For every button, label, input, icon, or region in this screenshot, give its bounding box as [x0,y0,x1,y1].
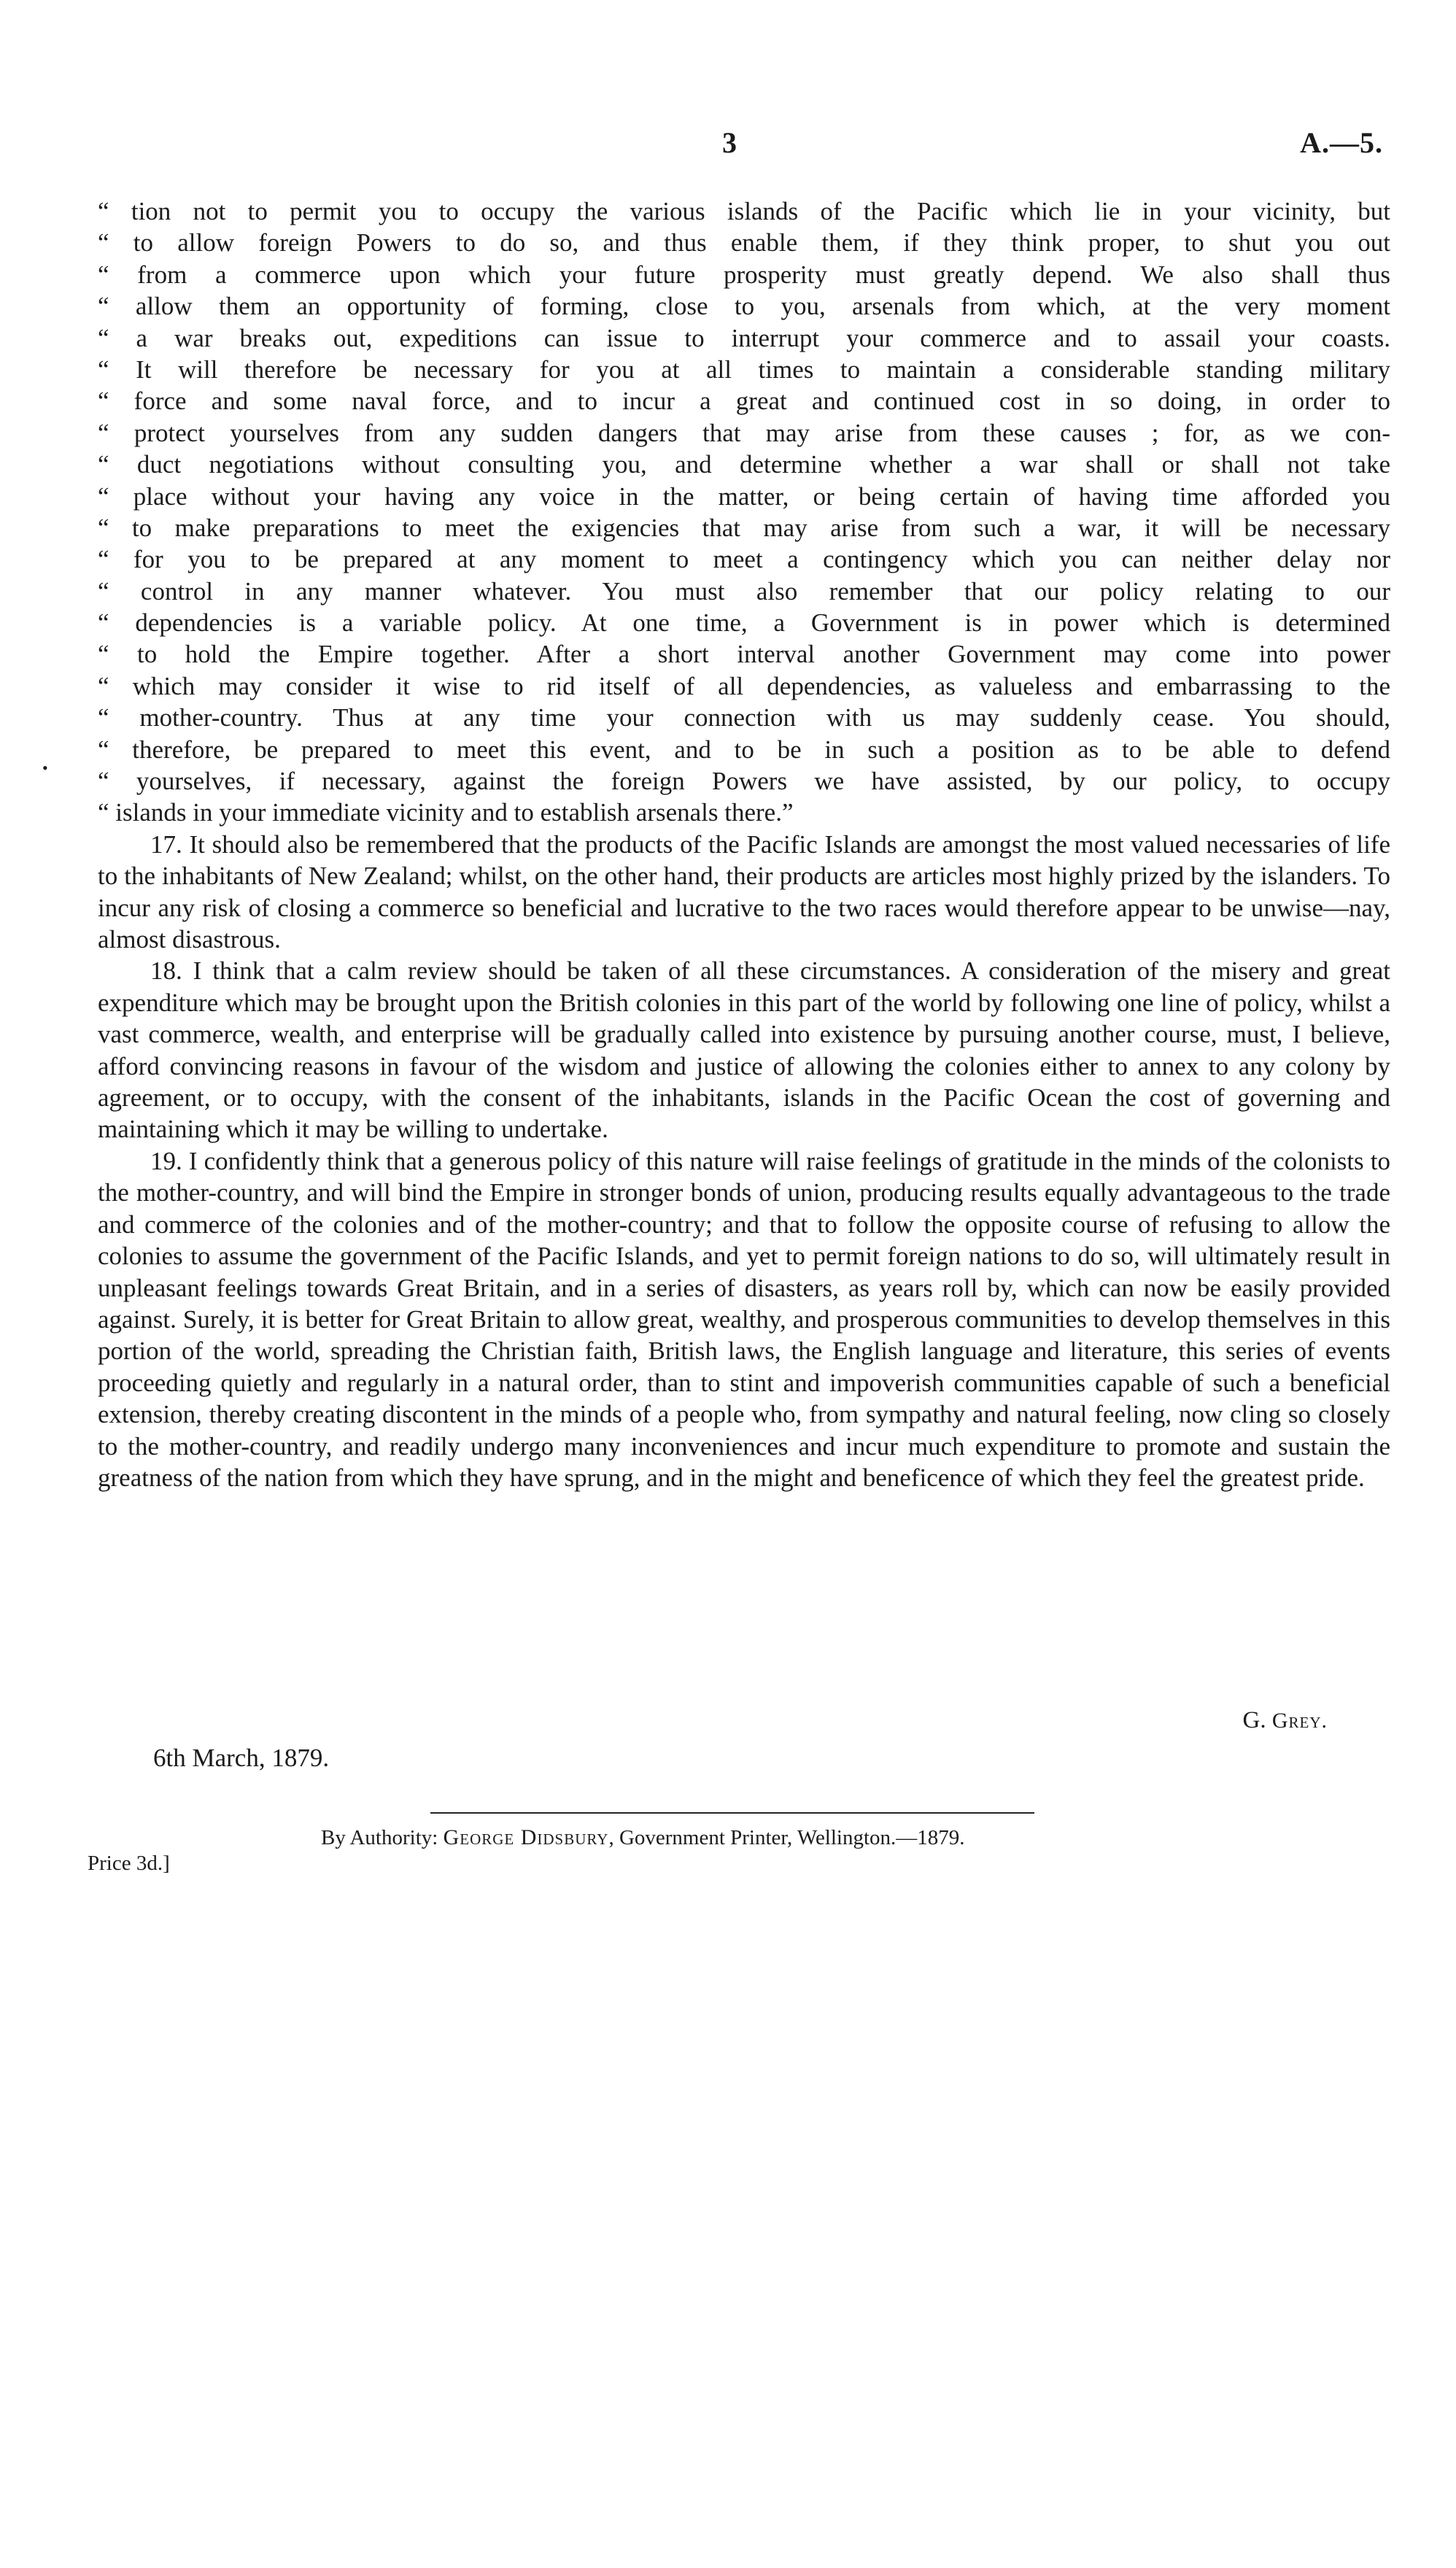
quote-line: “ therefore, be prepared to meet this event, and to be in such a position as to be able to defend [98,734,1390,765]
quote-line: “ mother-country. Thus at any time your connection with us may suddenly cease. You should, [98,702,1390,733]
quote-line: “ force and some naval force, and to incur a great and continued cost in so doing, in order to [98,385,1390,417]
quote-line: “ tion not to permit you to occupy the various islands of the Pacific which lie in your vicinity, but [98,196,1390,227]
page-number: 3 [722,126,737,159]
quote-line: “ control in any manner whatever. You must also remember that our policy relating to our [98,576,1390,607]
authority-prefix: By Authority: [321,1826,444,1849]
quote-line: “ place without your having any voice in the matter, or being certain of having time afforded you [98,481,1390,512]
quote-line: “ which may consider it wise to rid itself of all dependencies, as valueless and embarrassing to the [98,670,1390,702]
quote-line: “ from a commerce upon which your future prosperity must greatly depend. We also shall thus [98,259,1390,290]
signature [1242,1707,1328,1734]
document-reference: A.—5. [1300,126,1383,159]
signature-surname: Grey. [1271,1709,1328,1733]
quote-line: “ allow them an opportunity of forming, close to you, arsenals from which, at the very moment [98,290,1390,322]
date-line: 6th March, 1879. [153,1744,330,1772]
margin-mark: • [42,759,48,777]
quote-line: “ It will therefore be necessary for you at all times to maintain a considerable standing military [98,354,1390,385]
price-note: Price 3d.] [88,1852,170,1875]
quote-line: “ duct negotiations without consulting you, and determine whether a war shall or shall not take [98,449,1390,480]
quote-line: “ islands in your immediate vicinity and to establish arsenals there.” [98,797,1390,828]
paragraph-18: 18. I think that a calm review should be taken of all these circumstances. A consideration of the misery and great expenditure which may be brought upon the British colonies in this part of the world by following one line of policy, whilst a vast commerce, wealth, and enterprise will be gradually called into existence by pursuing another course, must, I believe, afford convincing reasons in favour of the wisdom and justice of allowing the colonies either to annex to any colony by agreement, or to occupy, with the consent of the inhabitants, islands in the Pacific Ocean the cost of governing and maintaining which it may be willing to undertake. [98,956,1390,1144]
document-body [98,196,1390,1493]
quote-line: “ dependencies is a variable policy. At one time, a Government is in power which is determined [98,607,1390,638]
quote-line: “ to make preparations to meet the exigencies that may arise from such a war, it will be necessary [98,512,1390,544]
quote-line: “ protect yourselves from any sudden dangers that may arise from these causes ; for, as we con- [98,417,1390,449]
printer-name: George Didsbury [443,1825,609,1849]
paragraph-19: 19. I confidently think that a generous policy of this nature will raise feelings of gratitude in the minds of the colonists to the mother-country, and will bind the Empire in stronger bonds of union, producing results equally advantageous to the trade and commerce of the colonies and of the mother-country; and that to follow the opposite course of refusing to allow the colonies to assume the government of the Pacific Islands, and yet to permit foreign nations to do so, will ultimately result in unpleasant feelings towards Great Britain, and in a series of disasters, as years roll by, which can now be easily provided against. Surely, it is better for Great Britain to allow great, wealthy, and prosperous communities to develop themselves in this portion of the world, spreading the Christian faith, British laws, the English language and literature, this series of events proceeding quietly and regularly in a natural order, than to stint and impoverish communities capable of such a beneficial extension, thereby creating discontent in the minds of a people who, from sympathy and natural feeling, now cling so closely to the mother-country, and readily undergo many inconveniences and incur much expenditure to promote and sustain the greatness of the nation from which they have sprung, and in the might and beneficence of which they feel the greatest pride. [98,1146,1390,1492]
paragraph-17: 17. It should also be remembered that the products of the Pacific Islands are amongst the most valued necessaries of life to the inhabitants of New Zealand; whilst, on the other hand, their products are articles most highly prized by the islanders. To incur any risk of closing a commerce so beneficial and lucrative to the two races would therefore appear to be unwise—nay, almost disastrous. [98,829,1390,954]
authority-suffix: , Government Printer, Wellington.—1879. [608,1826,965,1849]
quoted-passage [98,196,1390,829]
quote-line: “ to allow foreign Powers to do so, and thus enable them, if they think proper, to shut you out [98,227,1390,258]
quote-line: “ yourselves, if necessary, against the foreign Powers we have assisted, by our policy, to occupy [98,765,1390,797]
divider-rule [430,1812,1034,1814]
quote-line: “ to hold the Empire together. After a short interval another Government may come into power [98,638,1390,670]
printer-authority [321,1825,965,1850]
quote-line: “ for you to be prepared at any moment to meet a contingency which you can neither delay nor [98,544,1390,575]
signature-initial: G. [1242,1707,1272,1733]
quote-line: “ a war breaks out, expeditions can issue to interrupt your commerce and to assail your coasts. [98,322,1390,354]
